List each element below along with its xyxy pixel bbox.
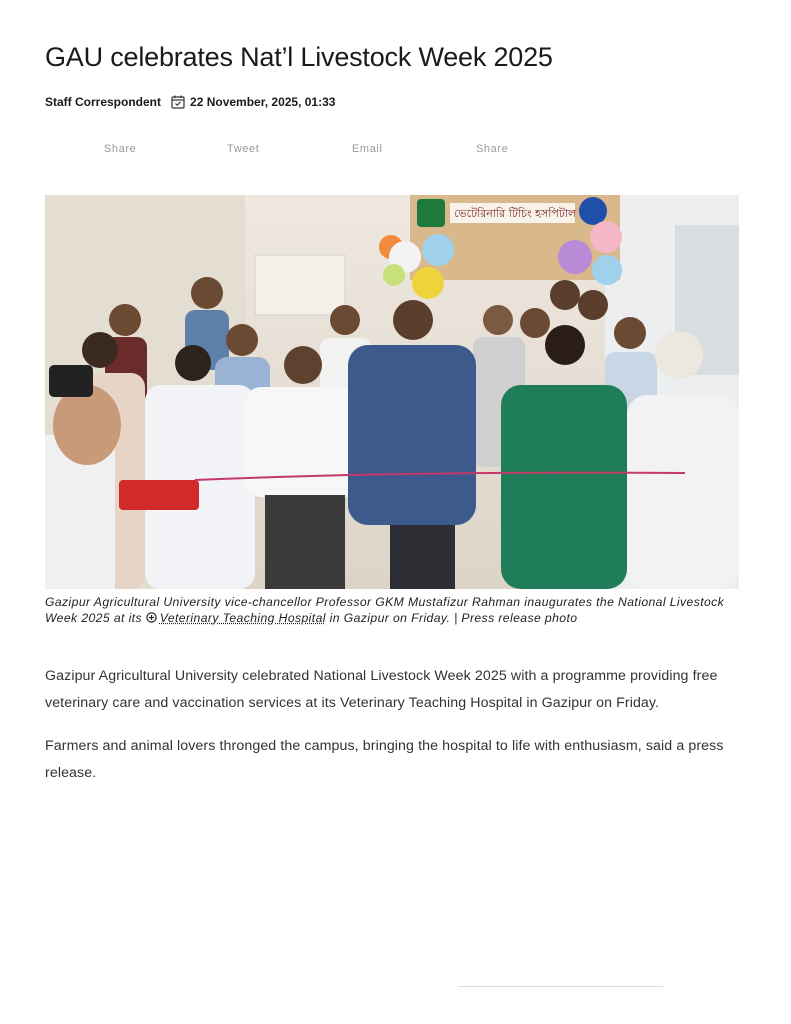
article-photo [45, 195, 739, 589]
email-button[interactable]: Email [352, 143, 383, 155]
publish-date: 22 November, 2025, 01:33 [190, 95, 336, 109]
article-meta [45, 95, 335, 109]
share-facebook-button[interactable]: Share [104, 143, 137, 155]
hospital-link[interactable]: Veterinary Teaching Hospital [159, 610, 326, 625]
signboard-text: ভেটেরিনারি টিচিং হসপিটাল [454, 207, 577, 220]
calendar-icon [171, 95, 185, 109]
photo-caption [45, 595, 735, 626]
caption-text-end: in Gazipur on Friday. | Press release photo [325, 610, 578, 625]
ribbon-cutting-photo [45, 195, 739, 589]
article-headline: GAU celebrates Nat’l Livestock Week 2025 [45, 42, 553, 72]
author-name[interactable]: Staff Correspondent [45, 95, 162, 109]
share-bar [45, 143, 565, 159]
caption-text-start: Gazipur Agricultural University vice-chancellor Professor GKM Mustafizur Rahman inaugurates the National Livestock Week 2025 at its [45, 595, 725, 625]
tweet-button[interactable]: Tweet [227, 143, 260, 155]
external-link-icon [146, 612, 157, 623]
share-more-button[interactable]: Share [476, 143, 509, 155]
article-paragraph: Gazipur Agricultural University celebrated National Livestock Week 2025 with a programme providing free veterinary care and vaccination services at its Veterinary Teaching Hospital in Gazipur on Friday. [45, 668, 718, 711]
article-paragraph: Farmers and animal lovers thronged the campus, bringing the hospital to life with enthusiasm, said a press release. [45, 738, 724, 781]
content-divider [458, 986, 663, 987]
